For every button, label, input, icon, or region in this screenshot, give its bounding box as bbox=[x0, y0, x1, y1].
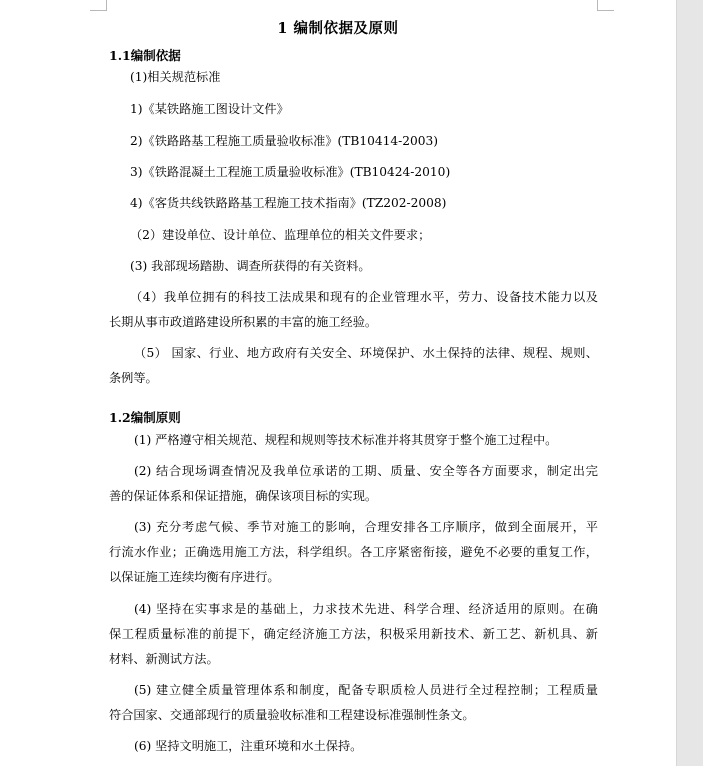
basis-item-3: (3) 我部现场踏勘、调查所获得的有关资料。 bbox=[130, 259, 371, 273]
basis-item-1: (1)相关规范标准 bbox=[130, 70, 221, 84]
principle-4-line-2: 保工程质量标准的前提下，确定经济施工方法，积极采用新技术、新工艺、新机具、新 bbox=[109, 627, 598, 641]
basis-item-1-2: 2)《铁路路基工程施工质量验收标准》(TB10414-2003) bbox=[130, 134, 439, 148]
page-margin-corner-top-left bbox=[90, 0, 107, 11]
principle-4-line-3: 材料、新测试方法。 bbox=[109, 652, 219, 666]
principle-4-line-1: (4) 坚持在实事求是的基础上，力求技术先进、科学合理、经济适用的原则。在确 bbox=[134, 602, 598, 616]
viewer-background bbox=[676, 0, 703, 766]
principle-3-line-3: 以保证施工连续均衡有序进行。 bbox=[109, 570, 280, 584]
page-margin-corner-top-right bbox=[597, 0, 614, 11]
basis-item-5-line-2: 条例等。 bbox=[109, 371, 158, 385]
principle-5-line-2: 符合国家、交通部现行的质量验收标准和工程建设标准强制性条文。 bbox=[109, 708, 475, 722]
basis-item-2: （2）建设单位、设计单位、监理单位的相关文件要求； bbox=[130, 228, 431, 242]
principle-2-line-2: 善的保证体系和保证措施，确保该项目标的实现。 bbox=[109, 489, 378, 503]
basis-item-4-line-1: （4）我单位拥有的科技工法成果和现有的企业管理水平，劳力、设备技术能力以及 bbox=[130, 290, 598, 304]
basis-item-4-line-2: 长期从事市政道路建设所积累的丰富的施工经验。 bbox=[109, 315, 378, 329]
principle-1: (1) 严格遵守相关规范、规程和规则等技术标准并将其贯穿于整个施工过程中。 bbox=[134, 433, 558, 447]
document-title: 1 编制依据及原则 bbox=[277, 20, 399, 37]
principle-3-line-2: 行流水作业；正确选用施工方法，科学组织。各工序紧密衔接，避免不必要的重复工作， bbox=[109, 545, 598, 559]
basis-item-5-line-1: （5） 国家、行业、地方政府有关安全、环境保护、水土保持的法律、规程、规则、 bbox=[134, 346, 598, 360]
basis-item-1-3: 3)《铁路混凝土工程施工质量验收标准》(TB10424-2010) bbox=[130, 165, 451, 179]
principle-5-line-1: (5) 建立健全质量管理体系和制度，配备专职质检人员进行全过程控制；工程质量 bbox=[134, 683, 598, 697]
basis-item-1-1: 1)《某铁路施工图设计文件》 bbox=[130, 102, 289, 116]
principle-2-line-1: (2) 结合现场调查情况及我单位承诺的工期、质量、安全等各方面要求，制定出完 bbox=[134, 464, 598, 478]
section-heading-principles: 1.2编制原则 bbox=[109, 410, 181, 425]
principle-6: (6) 坚持文明施工，注重环境和水土保持。 bbox=[134, 739, 363, 753]
basis-item-1-4: 4)《客货共线铁路路基工程施工技术指南》(TZ202-2008) bbox=[130, 196, 447, 210]
section-heading-basis: 1.1编制依据 bbox=[109, 48, 181, 63]
principle-3-line-1: (3) 充分考虑气候、季节对施工的影响，合理安排各工序顺序，做到全面展开，平 bbox=[134, 520, 598, 534]
